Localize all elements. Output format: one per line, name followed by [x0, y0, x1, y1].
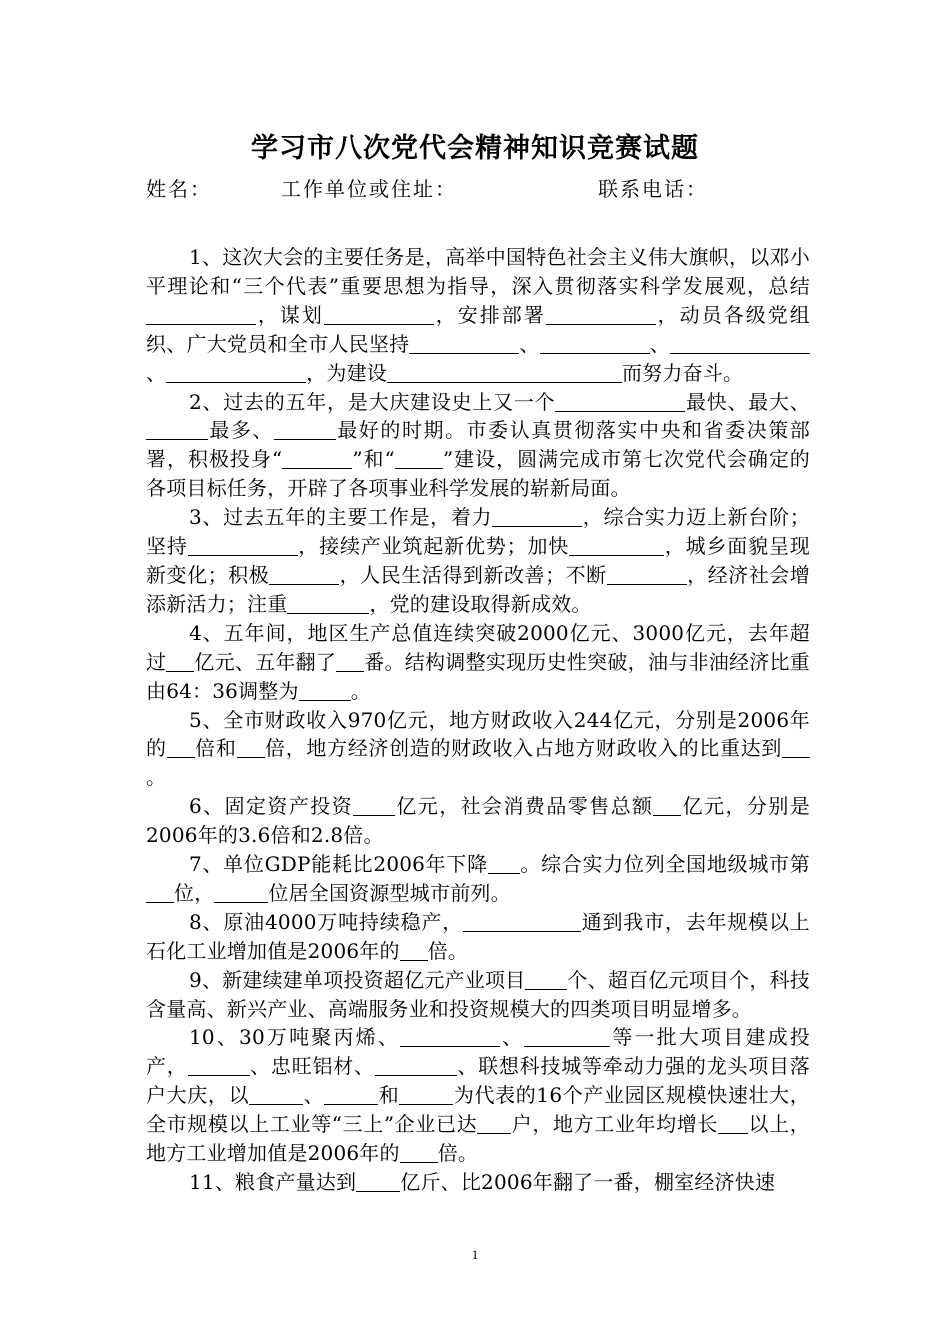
answer-blank[interactable] — [718, 1111, 748, 1134]
question-8 — [146, 908, 810, 966]
answer-blank[interactable] — [274, 417, 336, 440]
question-text: 为代表的16个产业园区规模快速壮大，全市规模以上工业等“三上”企业已达 — [146, 1083, 810, 1137]
question-text: 亿元，分别是2006年的3.6倍和2.8倍。 — [146, 794, 811, 848]
answer-blank[interactable] — [488, 851, 520, 874]
question-text: 、 — [649, 331, 671, 356]
answer-blank[interactable] — [188, 1053, 250, 1076]
answer-blank[interactable] — [336, 649, 364, 672]
answer-blank[interactable] — [146, 417, 208, 440]
page-number: 1 — [471, 1247, 479, 1262]
question-text: 、联想科技城等牵动力强的龙头项目落户大庆，以 — [146, 1054, 810, 1108]
answer-blank[interactable] — [782, 735, 810, 758]
question-text: ，综合实力迈上新台阶；坚持 — [146, 505, 810, 559]
question-text: ，人民生活得到新改善；不断 — [339, 562, 607, 587]
answer-blank[interactable] — [356, 1169, 400, 1192]
question-text: ”建设，圆满完成市第七次党代会确定的各项目标任务，开辟了各项事业科学发展的崭新局面。 — [146, 447, 810, 501]
answer-blank[interactable] — [146, 880, 174, 903]
question-text: 通到我市，去年规模以上石化工业增加值是2006年的 — [146, 909, 811, 963]
question-9 — [146, 966, 810, 1024]
question-text: 、忠旺铝材、 — [249, 1054, 375, 1079]
question-text: 2、过去的五年，是大庆建设史上又一个 — [189, 389, 556, 414]
answer-blank[interactable] — [188, 533, 298, 556]
answer-blank[interactable] — [653, 793, 681, 816]
answer-blank[interactable] — [166, 360, 306, 383]
question-text: 10、30万吨聚丙烯、 — [189, 1025, 401, 1050]
question-text: ，城乡面貌呈现新变化；积极 — [146, 534, 810, 587]
answer-blank[interactable] — [287, 591, 369, 614]
answer-blank[interactable] — [400, 1024, 500, 1047]
question-text: ，为建设 — [306, 360, 388, 385]
question-text: 个、超百亿元项目个，科技含量高、新兴产业、高端服务业和投资规模大的四类项目明显增多。 — [146, 967, 811, 1021]
answer-blank[interactable] — [249, 1082, 303, 1105]
question-text: 。综合实力位列全国地级城市第 — [519, 852, 810, 877]
question-text: 亿元，社会消费品零售总额 — [395, 794, 654, 819]
answer-blank[interactable] — [375, 1053, 457, 1076]
question-text: 亿斤、比2006年翻了一番，棚室经济快速 — [400, 1170, 776, 1194]
question-text: 而努力奋斗。 — [622, 360, 744, 385]
question-text: 倍。 — [437, 1141, 479, 1166]
question-text: 和 — [378, 1083, 400, 1108]
question-6 — [146, 792, 810, 850]
question-text: 亿元、五年翻了 — [194, 649, 337, 674]
question-text: 位， — [174, 880, 215, 905]
question-5 — [146, 706, 810, 793]
answer-blank[interactable] — [282, 446, 352, 469]
question-text: 。 — [146, 765, 167, 790]
question-7 — [146, 850, 810, 908]
question-10 — [146, 1023, 810, 1168]
question-text: 、 — [500, 1025, 525, 1050]
answer-blank[interactable] — [524, 1024, 610, 1047]
question-text: ，动员各级党组织、广大党员和全市人民坚持 — [146, 302, 810, 356]
question-text: 、 — [303, 1083, 325, 1108]
answer-blank[interactable] — [214, 880, 268, 903]
question-text: 倍。 — [427, 938, 469, 963]
answer-blank[interactable] — [166, 649, 194, 672]
question-text: 户，地方工业年均增长 — [511, 1112, 719, 1137]
answer-blank[interactable] — [353, 793, 395, 816]
question-list — [146, 243, 810, 1197]
answer-blank[interactable] — [146, 302, 256, 325]
question-text: 、 — [146, 360, 167, 385]
question-text: 等一批大项目建成投产， — [146, 1025, 810, 1079]
question-text: 7、单位GDP能耗比2006年下降 — [189, 852, 488, 877]
question-text: 。 — [350, 678, 371, 703]
answer-blank[interactable] — [269, 562, 339, 585]
answer-blank[interactable] — [569, 533, 664, 556]
answer-blank[interactable] — [607, 562, 687, 585]
phone-label: 联系电话： — [598, 177, 708, 201]
answer-blank[interactable] — [324, 302, 434, 325]
question-text: ，接续产业筑起新优势；加快 — [297, 534, 570, 559]
question-text: ，谋划 — [256, 302, 324, 327]
question-text: 5、全市财政收入970亿元，地方财政收入244亿元，分别是2006年的 — [146, 707, 810, 761]
question-text: 1、这次大会的主要任务是，高举中国特色社会主义伟大旗帜，以邓小平理论和“三个代表”重要思想为指导，深入贯彻落实科学发展观，总结 — [146, 245, 810, 298]
question-text: 9、新建续建单项投资超亿元产业项目 — [189, 967, 526, 992]
question-text: ”和“ — [352, 447, 395, 472]
answer-blank[interactable] — [492, 504, 582, 527]
answer-blank[interactable] — [324, 1082, 378, 1105]
answer-blank[interactable] — [399, 1082, 453, 1105]
question-2 — [146, 388, 810, 504]
question-text: 、 — [519, 331, 540, 356]
answer-blank[interactable] — [400, 938, 428, 961]
answer-blank[interactable] — [167, 735, 195, 758]
question-text: 11、粮食产量达到 — [189, 1170, 357, 1194]
answer-blank[interactable] — [540, 331, 650, 354]
name-label: 姓名： — [146, 177, 212, 201]
question-text: 位居全国资源型城市前列。 — [268, 880, 511, 905]
answer-blank[interactable] — [477, 1111, 511, 1134]
question-text: 最快、最大、 — [685, 389, 811, 414]
question-text: 4、五年间，地区生产总值连续突破2000亿元、3000亿元，去年超过 — [146, 620, 810, 674]
answer-blank[interactable] — [387, 360, 622, 383]
page-title: 学习市八次党代会精神知识竞赛试题 — [251, 133, 699, 164]
answer-blank[interactable] — [546, 302, 656, 325]
question-11 — [146, 1168, 810, 1197]
answer-blank[interactable] — [463, 909, 581, 932]
answer-blank[interactable] — [237, 735, 265, 758]
question-text: 6、固定资产投资 — [189, 794, 354, 819]
question-text: ，党的建设取得新成效。 — [369, 591, 592, 616]
answer-blank[interactable] — [525, 967, 567, 990]
question-text: 倍和 — [194, 736, 237, 761]
question-text: 8、原油4000万吨持续稳产， — [189, 909, 464, 934]
question-text: ，经济社会增添新活力；注重 — [146, 562, 810, 616]
info-row — [146, 174, 806, 204]
question-1 — [146, 243, 810, 388]
unit-label: 工作单位或住址： — [281, 177, 457, 201]
question-4 — [146, 619, 810, 706]
question-text: 以上，地方工业增加值是2006年的 — [146, 1112, 811, 1166]
question-text: 倍，地方经济创造的财政收入占地方财政收入的比重达到 — [264, 736, 783, 761]
answer-blank[interactable] — [395, 446, 443, 469]
answer-blank[interactable] — [670, 331, 810, 354]
question-text: 番。结构调整实现历史性突破，油与非油经济比重由64：36调整为 — [146, 649, 810, 703]
answer-blank[interactable] — [555, 389, 685, 412]
question-text: 3、过去五年的主要工作是，着力 — [189, 505, 493, 530]
question-text: ，安排部署 — [433, 302, 546, 327]
question-text: 最好的时期。市委认真贯彻落实中央和省委决策部署，积极投身“ — [146, 418, 810, 472]
answer-blank[interactable] — [400, 1140, 438, 1163]
question-3 — [146, 503, 810, 619]
question-text: 最多、 — [208, 418, 274, 443]
answer-blank[interactable] — [409, 331, 519, 354]
answer-blank[interactable] — [299, 678, 351, 701]
